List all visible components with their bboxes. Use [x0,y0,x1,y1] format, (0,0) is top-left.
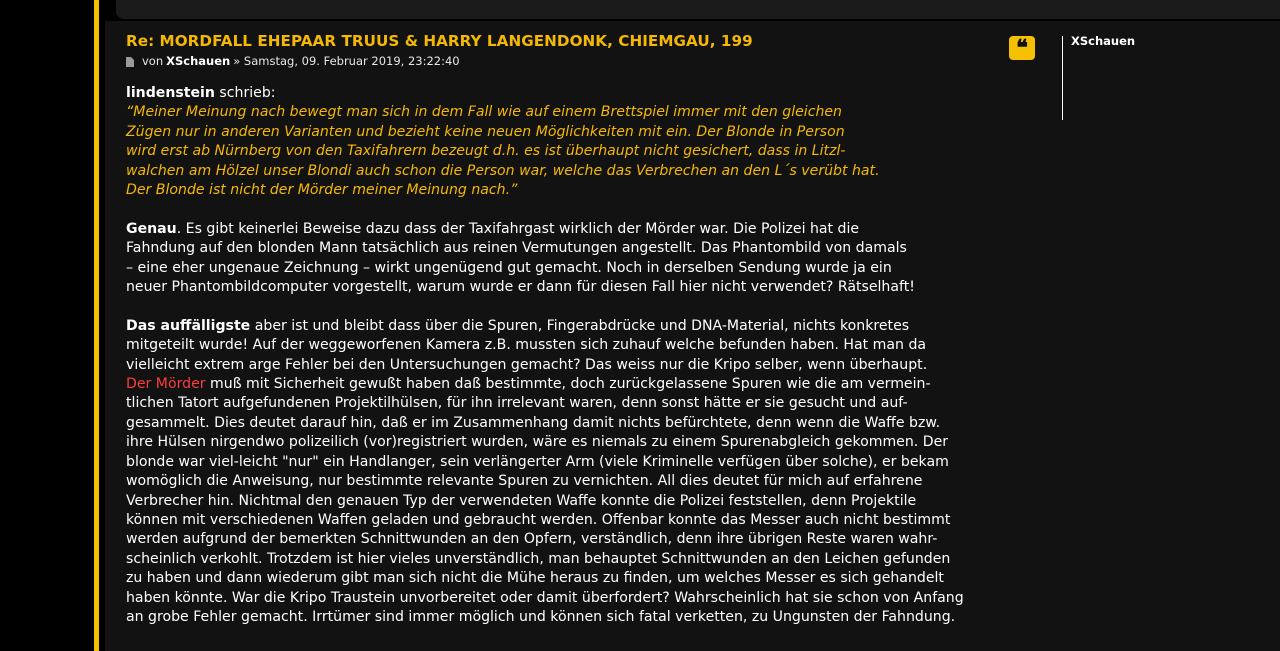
paragraph-line: werden aufgrund der bemerkten Schnittwunden an den Opfern, verständlich, denn ihre übrigen Reste waren wahr- [126,531,938,548]
paragraph-line: womöglich die Anweisung, nur bestimmte relevante Spuren zu vernichten. All dies deutet für mich auf erfahrene [126,473,923,490]
post-date: » Samstag, 09. Februar 2019, 23:22:40 [233,54,460,68]
paragraph-bold-lead: Das auffälligste [126,317,251,334]
paragraph-line: können mit verschiedenen Waffen geladen und gebraucht werden. Offenbar konnte das Messer auch nicht bestimmt [126,511,951,528]
paragraph-line: blonde war viel-leicht "nur" ein Handlanger, sein verlängerter Arm (viele Kriminelle verfügen über solche), er bekam [126,453,949,470]
paragraph-line: gesammelt. Dies deutet darauf hin, daß er im Zusammenhang damit nichts befürchtete, denn wenn die Waffe bzw. [126,414,941,431]
post-title[interactable]: Re: MORDFALL EHEPAAR TRUUS & HARRY LANGENDONK, CHIEMGAU, 199 [126,32,753,50]
quote-icon: ❝ [1016,35,1028,61]
quote-block [126,103,936,200]
quote-reply-button[interactable] [1009,36,1035,60]
highlighted-text-red: Der Mörder [126,376,206,393]
paragraph-text: aber ist und bleibt dass über die Spuren, Fingerabdrücke und DNA-Material, nichts konkretes [250,317,910,334]
forum-post [105,21,1280,651]
paragraph-bold-lead: Genau [126,220,177,237]
paragraph-genau [126,220,936,298]
paragraph-text: muß mit Sicherheit gewußt haben daß bestimmte, doch zurückgelassene Spuren wie die am vermein- [205,376,931,393]
paragraph-line: neuer Phantombildcomputer vorgestellt, warum wurde er dann für diesen Fall hier nicht verwendet? Rätselhaft! [126,279,915,296]
quote-header [126,84,936,103]
paragraph-line: an grobe Fehler gemacht. Irrtümer sind immer möglich und können sich fatal verketten, zu Ungunsten der Fahndung. [126,608,956,625]
post-content [126,84,964,627]
paragraph-auffaelligste [126,317,964,628]
post-author-link[interactable]: XSchauen [166,54,231,68]
paragraph-line: haben könnte. War die Kripo Traustein unvorbereitet oder damit überfordert? Wahrscheinlich hat sie schon von Anfang [126,589,964,606]
post-body [126,21,964,627]
left-accent-rail [94,0,99,651]
paragraph-line: scheinlich verkohlt. Trotzdem ist hier vieles unverständlich, man behauptet Schnittwunden an den Leichen gefunden [126,550,951,567]
quote-line: “Meiner Meinung nach bewegt man sich in dem Fall wie auf einem Brettspiel immer mit den gleichen [126,104,842,121]
paragraph-line [126,375,936,394]
paragraph-line: zu haben und dann wiederum gibt man sich nicht die Mühe heraus zu finden, um welches Messer es sich gehandelt [126,570,944,587]
paragraph-line: tlichen Tatort aufgefundenen Projektilhülsen, für ihn irrelevant waren, denn sonst hätte er sie gesucht und auf- [126,395,908,412]
paragraph-line: – eine eher ungenaue Zeichnung – wirkt ungenügend gut gemacht. Noch in derselben Sendung wurde ja ein [126,259,892,276]
post-link-icon[interactable] [126,57,134,67]
paragraph-line [126,220,936,239]
meta-prefix: von [142,54,164,68]
paragraph-line: Fahndung auf den blonden Mann tatsächlich aus reinen Vermutungen angestellt. Das Phantombild von damals [126,240,907,257]
paragraph-line: vielleicht extrem arge Fehler bei den Untersuchungen gemacht? Das weiss nur die Kripo selber, wenn überhaupt. [126,356,928,373]
paragraph-line: mitgeteilt wurde! Auf der weggeworfenen Kamera z.B. mussten sich zuhauf welche befunden haben. Hat man da [126,337,927,354]
paragraph-line: ihre Hülsen nirgendwo polizeilich (vor)registriert wurden, wäre es niemals zu einem Spurenabgleich gekommen. Der [126,434,949,451]
previous-post-panel [116,0,1280,19]
quote-line: wird erst ab Nürnberg von den Taxifahrern bezeugt d.h. es ist überhaupt nicht gesichert, dass in Litzl- [126,143,846,160]
quote-verb: schrieb: [219,85,276,101]
paragraph-text: . Es gibt keinerlei Beweise dazu dass der Taxifahrgast wirklich der Mörder war. Die Polizei hat die [176,220,860,237]
profile-username-link[interactable]: XSchauen [1071,34,1136,48]
paragraph-line: Verbrecher hin. Nichtmal den genauen Typ der verwendeten Waffe konnte die Polizei feststellen, denn Projektile [126,492,917,509]
quote-line: Der Blonde ist nicht der Mörder meiner Meinung nach.” [126,182,518,199]
profile-divider [1062,36,1063,120]
quote-line: walchen am Hölzel unser Blondi auch schon die Person war, welche das Verbrechen an den L´s verübt hat. [126,162,880,179]
paragraph-line [126,317,936,336]
quote-author: lindenstein [126,85,215,101]
quote-line: Zügen nur in anderen Varianten und bezieht keine neuen Möglichkeiten mit ein. Der Blonde in Person [126,123,845,140]
post-meta [126,54,936,69]
